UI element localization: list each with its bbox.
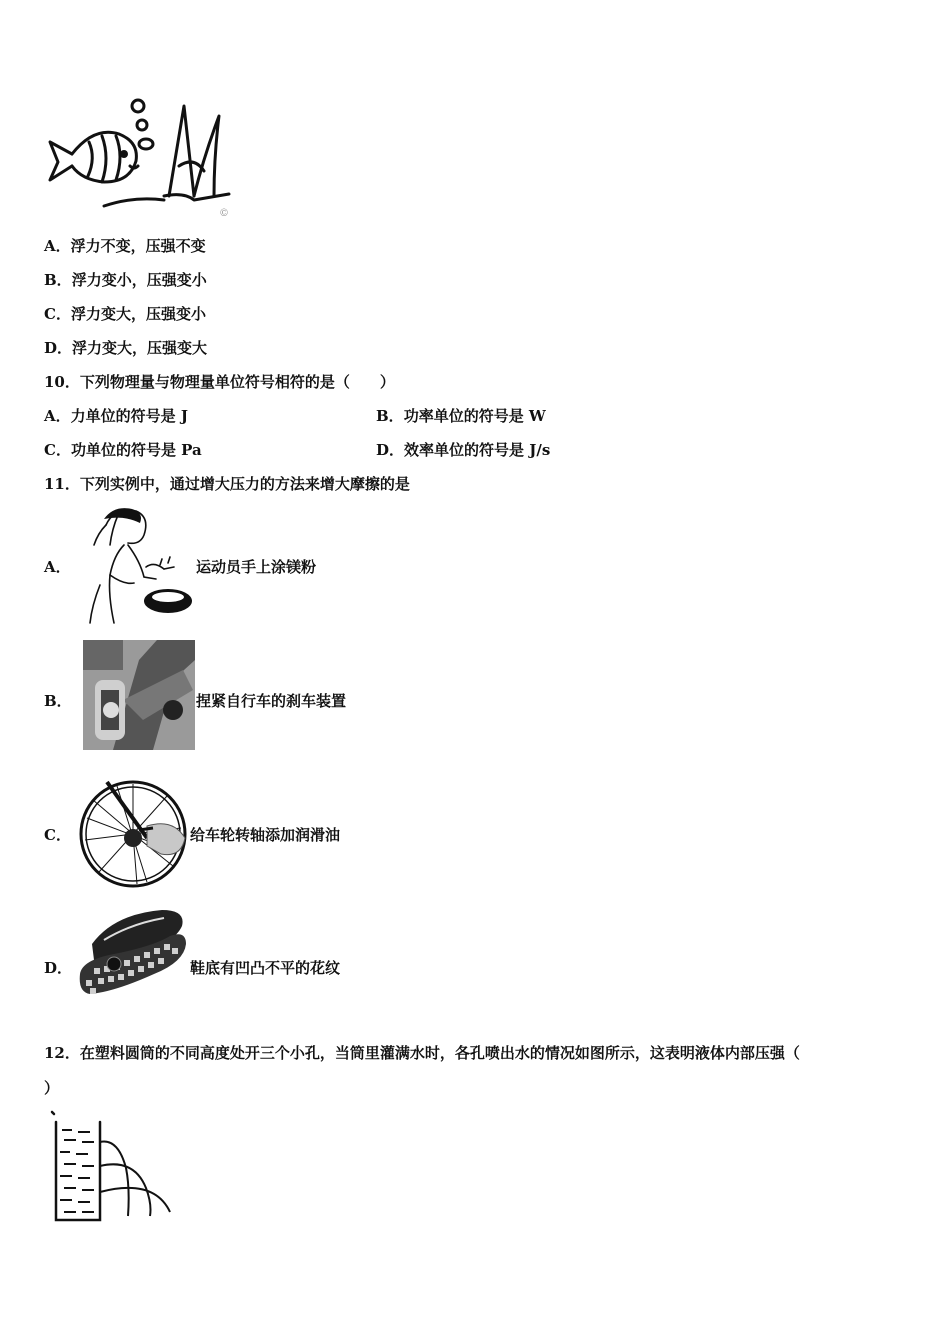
q11-option-b-letter: B． [44, 692, 72, 710]
q10-option-b [376, 406, 546, 426]
bicycle-brake-picture [83, 640, 195, 750]
q10-stem: 10．下列物理量与物理量单位符号相符的是（ ） [44, 373, 395, 391]
q11-option-c-text: 给车轮转轴添加润滑油 [190, 826, 341, 844]
q10-option-c [44, 440, 202, 460]
option-text: 功单位的符号是 Pa [70, 441, 202, 459]
option-text: 功率单位的符号是 W [403, 407, 546, 425]
q9-option-d [44, 338, 207, 358]
option-text: 浮力变大，压强变大 [72, 339, 208, 357]
q11-stem: 11．下列实例中，通过增大压力的方法来增大摩擦的是 [44, 475, 410, 493]
option-letter: B． [376, 407, 404, 425]
shoe-sole-pattern-picture [74, 904, 190, 1008]
option-letter: C． [44, 305, 71, 323]
option-letter: A． [44, 237, 71, 255]
option-text: 力单位的符号是 J [70, 407, 188, 425]
q9-option-a [44, 236, 206, 256]
option-letter: D． [376, 441, 405, 459]
q9-option-b [44, 270, 207, 290]
q10-option-d [376, 440, 550, 460]
q11-option-d-text: 鞋底有凹凸不平的花纹 [190, 959, 341, 977]
q11-option-d-letter: D． [44, 959, 73, 977]
q12-stem-line1: 12．在塑料圆筒的不同高度处开三个小孔，当筒里灌满水时，各孔喷出水的情况如图所示，这表明液体内部压强（ [44, 1044, 800, 1062]
gymnast-chalk-picture [84, 505, 196, 625]
option-letter: D． [44, 339, 73, 357]
q10-option-a [44, 406, 188, 426]
q11-option-a-text: 运动员手上涂镁粉 [196, 558, 317, 576]
q12-stem-line2: ） [44, 1079, 60, 1097]
option-text: 浮力变大，压强变小 [70, 305, 206, 323]
q11-option-c-letter: C． [44, 826, 71, 844]
option-text: 效率单位的符号是 J/s [404, 441, 551, 459]
q11-option-b-text: 捏紧自行车的刹车装置 [196, 692, 347, 710]
svg-text:©: © [219, 208, 229, 219]
option-text: 浮力不变，压强不变 [70, 237, 206, 255]
option-letter: A． [44, 407, 71, 425]
wheel-lubrication-picture [77, 778, 189, 888]
option-letter: C． [44, 441, 71, 459]
option-text: 浮力变小，压强变小 [71, 271, 207, 289]
fish-bubbles-figure [44, 96, 234, 222]
q9-option-c [44, 304, 206, 324]
water-cylinder-jets-figure [46, 1108, 178, 1224]
option-letter: B． [44, 271, 72, 289]
q11-option-a-letter: A． [44, 558, 71, 576]
